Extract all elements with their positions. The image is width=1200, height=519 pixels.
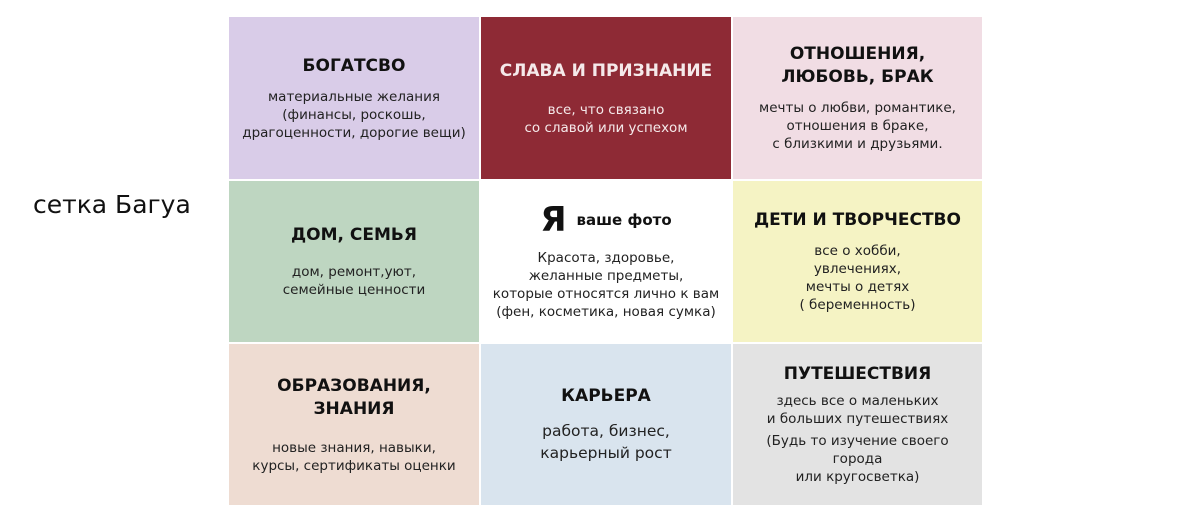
cell-children-desc: все о хобби, увлечениях, мечты о детях ( беременность) xyxy=(799,243,916,313)
cell-education-desc: новые знания, навыки, курсы, сертификаты оценки xyxy=(252,439,456,474)
diagram-side-label: сетка Багуа xyxy=(33,190,191,219)
cell-fame xyxy=(481,17,731,179)
cell-education xyxy=(229,344,479,505)
cell-relationships-desc: мечты о любви, романтике, отношения в браке, с близкими и друзьями. xyxy=(759,100,956,152)
cell-wealth xyxy=(229,17,479,179)
cell-fame-desc: все, что связано со славой или успехом xyxy=(524,101,688,136)
cell-travel-note: (Будь то изучение своего города или кругосветка) xyxy=(766,433,949,485)
cell-career-title: КАРЬЕРА xyxy=(561,386,651,406)
cell-travel xyxy=(733,344,982,505)
center-ya-label: Я xyxy=(540,199,567,240)
cell-wealth-title: БОГАТСВО xyxy=(302,55,406,76)
cell-family xyxy=(229,181,479,342)
cell-travel-title: ПУТЕШЕСТВИЯ xyxy=(783,364,932,384)
cell-center xyxy=(481,181,731,342)
cell-relationships-title: ОТНОШЕНИЯ, ЛЮБОВЬ, БРАК xyxy=(781,44,934,87)
center-heading xyxy=(540,199,672,240)
bagua-grid xyxy=(229,17,982,503)
cell-family-desc: дом, ремонт,уют, семейные ценности xyxy=(282,264,426,298)
cell-center-desc: Красота, здоровье, желанные предметы, которые относятся лично к вам (фен, косметика, новая сумка) xyxy=(492,249,720,320)
cell-relationships xyxy=(733,17,982,179)
cell-travel-desc: здесь все о маленьких и больших путешествиях xyxy=(766,393,949,427)
center-photo-label: ваше фото xyxy=(576,210,672,229)
cell-family-title: ДОМ, СЕМЬЯ xyxy=(291,225,417,245)
cell-career-desc: работа, бизнес, карьерный рост xyxy=(540,422,672,462)
cell-education-title: ОБРАЗОВАНИЯ, ЗНАНИЯ xyxy=(277,375,431,419)
cell-career xyxy=(481,344,731,505)
cell-wealth-desc: материальные желания (финансы, роскошь, драгоценности, дорогие вещи) xyxy=(242,88,466,141)
cell-children-title: ДЕТИ И ТВОРЧЕСТВО xyxy=(754,210,961,230)
cell-children xyxy=(733,181,982,342)
cell-fame-title: СЛАВА И ПРИЗНАНИЕ xyxy=(499,60,713,81)
